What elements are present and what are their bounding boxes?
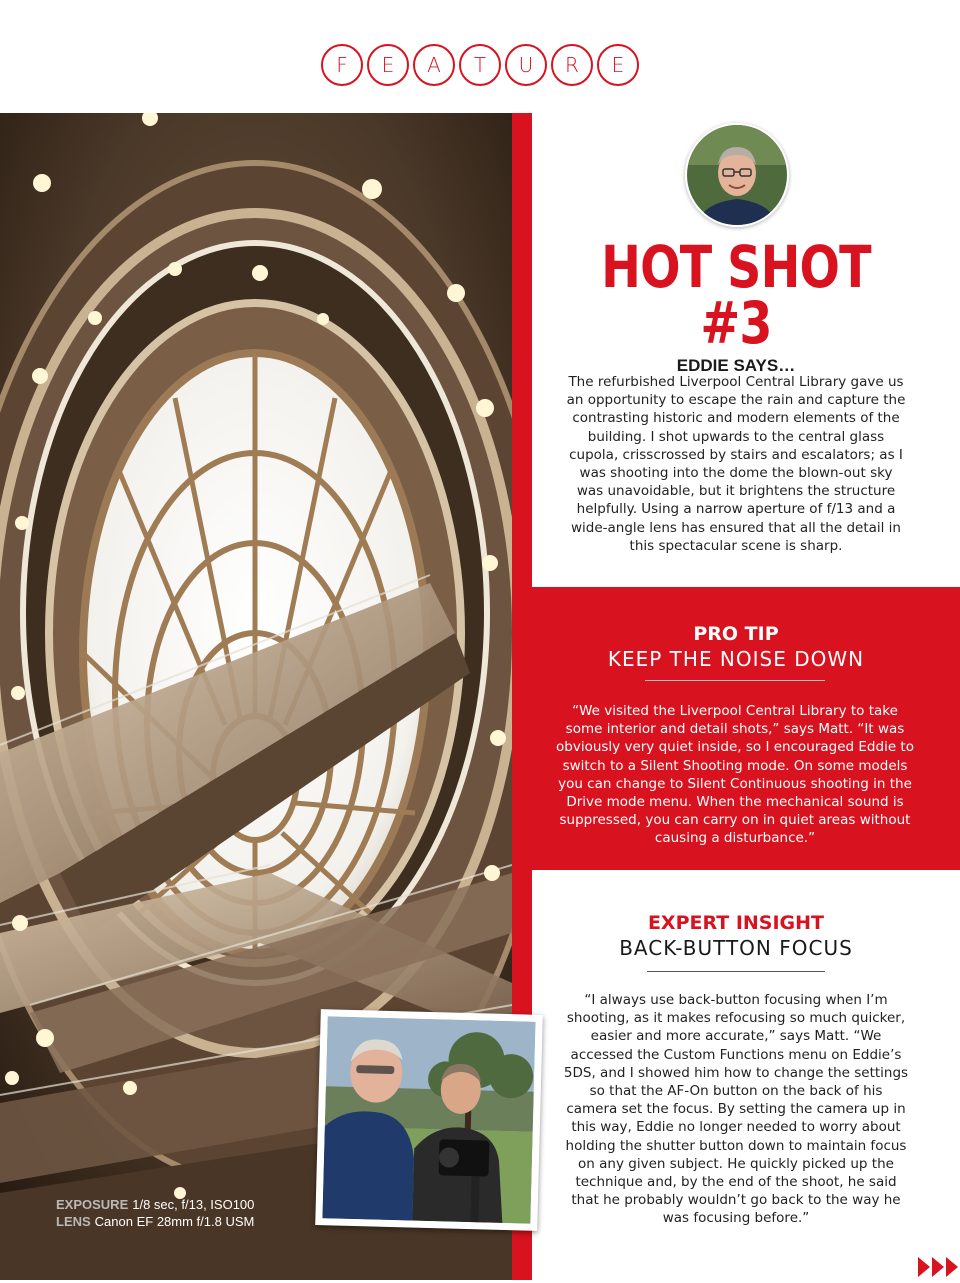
avatar-portrait [687, 125, 787, 225]
pro-tip-divider [645, 680, 825, 681]
feature-letter: F [321, 44, 363, 86]
feature-letter: T [459, 44, 501, 86]
eddie-says-subhead: EDDIE SAYS… [676, 356, 796, 375]
feature-letter: E [367, 44, 409, 86]
expert-insight-body: “I always use back-button focusing when I’m shooting, as it makes refocusing so much quicker, easier and more accurate,” says Matt. “We accessed the Custom Functions menu on Eddie’s 5DS, and I showed him how to change the settings so that the AF-On button on the back of his camera set the focus. By setting the camera up in this way, Eddie no longer needed to worry about holding the shutter button down to maintain focus on any given subject. He quickly picked up the technique and, by the end of the shoot, he said that he probably wouldn’t go back to the way he was focusing before.” [563, 992, 909, 1227]
expert-insight-title: BACK-BUTTON FOCUS [619, 936, 853, 960]
hot-shot-title [569, 233, 904, 357]
hot-shot-panel [532, 113, 960, 587]
pro-tip-title: KEEP THE NOISE DOWN [607, 647, 865, 671]
triple-chevron-right-icon [918, 1255, 960, 1279]
next-page-arrows[interactable] [918, 1255, 960, 1283]
lens-line [56, 1213, 254, 1230]
expert-insight-divider [647, 971, 825, 972]
exposure-line [56, 1196, 254, 1213]
expert-insight-panel [532, 870, 960, 1280]
feature-letter: R [551, 44, 593, 86]
exposure-caption [56, 1196, 254, 1230]
hot-shot-body: The refurbished Liverpool Central Library gave us an opportunity to escape the rain and capture the contrasting historic and modern elements of the building. I shot upwards to the central glass cupola, crisscrossed by stairs and escalators; as I was shooting into the dome the blown-out sky was unavoidable, but it brightens the structure helpfully. Using a narrow aperture of f/13 and a wide-angle lens has ensured that all the detail in this spectacular scene is sharp. [566, 374, 906, 554]
expert-insight-kicker: EXPERT INSIGHT [647, 912, 825, 934]
hot-shot-title-line1: HOT SHOT [601, 233, 871, 301]
feature-letter: U [505, 44, 547, 86]
feature-letter: E [597, 44, 639, 86]
pro-tip-body: “We visited the Liverpool Central Library to take some interior and detail shots,” says Matt. “It was obviously very quiet inside, so I encouraged Eddie to switch to a Silent Shooting mode. On some models you can change to Silent Continuous shooting in the Drive mode menu. When the mechanical sound is suppressed, you can carry on in quiet areas without causing a disturbance.” [556, 703, 914, 847]
pro-tip-panel [532, 587, 960, 870]
lens-label: LENS [56, 1214, 91, 1229]
inset-photo-people [322, 1016, 535, 1223]
feature-letter: A [413, 44, 455, 86]
exposure-label: EXPOSURE [56, 1197, 129, 1212]
inset-photo-frame [315, 1009, 543, 1231]
hot-shot-number: #3 [700, 289, 772, 357]
pro-tip-kicker: PRO TIP [693, 623, 779, 645]
lens-value: Canon EF 28mm f/1.8 USM [94, 1214, 255, 1229]
author-avatar [685, 123, 789, 227]
feature-header [0, 44, 960, 90]
exposure-value: 1/8 sec, f/13, ISO100 [132, 1197, 255, 1212]
